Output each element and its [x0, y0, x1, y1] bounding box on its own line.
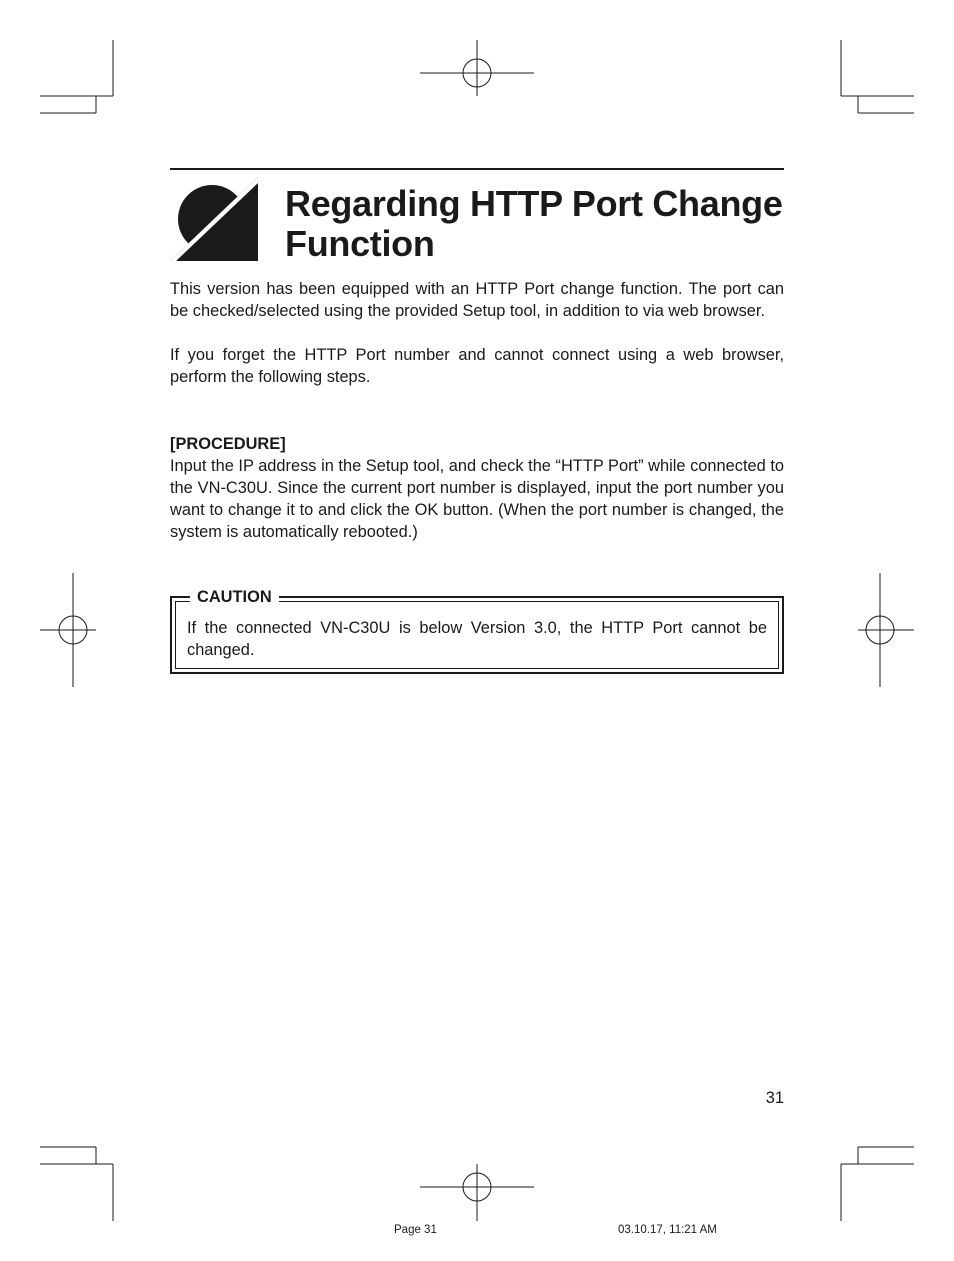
crop-mark-bottom-left: [40, 1147, 113, 1221]
footer-page-label: Page 31: [394, 1224, 437, 1236]
caution-text: If the connected VN-C30U is below Version 3.0, the HTTP Port cannot be changed.: [187, 619, 767, 659]
crop-mark-top-left: [40, 40, 113, 113]
intro-paragraph-1: This version has been equipped with an HTTP Port change function. The port can be checked/selected using the provided Setup tool, in addition to via web browser.: [170, 280, 784, 320]
registration-target-bottom: [420, 1164, 534, 1221]
caution-label: CAUTION: [190, 586, 279, 608]
section-emblem-icon: [170, 177, 258, 261]
crop-mark-bottom-right: [841, 1147, 914, 1221]
top-rule: [170, 168, 784, 170]
intro-paragraph-2: If you forget the HTTP Port number and cannot connect using a web browser, perform the following steps.: [170, 346, 784, 386]
registration-target-right: [858, 573, 914, 687]
crop-mark-top-right: [841, 40, 914, 113]
registration-target-left: [40, 573, 96, 687]
procedure-text: Input the IP address in the Setup tool, and check the “HTTP Port” while connected to the VN-C30U. Since the current port number is displayed, input the port number you want to change it to and click the OK button. (When the port number is changed, the system is automatically rebooted.): [170, 457, 784, 541]
procedure-heading: [PROCEDURE]: [170, 435, 286, 453]
registration-target-top: [420, 40, 534, 96]
page-number: 31: [765, 1089, 784, 1107]
page-title: Regarding HTTP Port Change Function: [285, 183, 783, 264]
footer-timestamp: 03.10.17, 11:21 AM: [618, 1224, 717, 1236]
